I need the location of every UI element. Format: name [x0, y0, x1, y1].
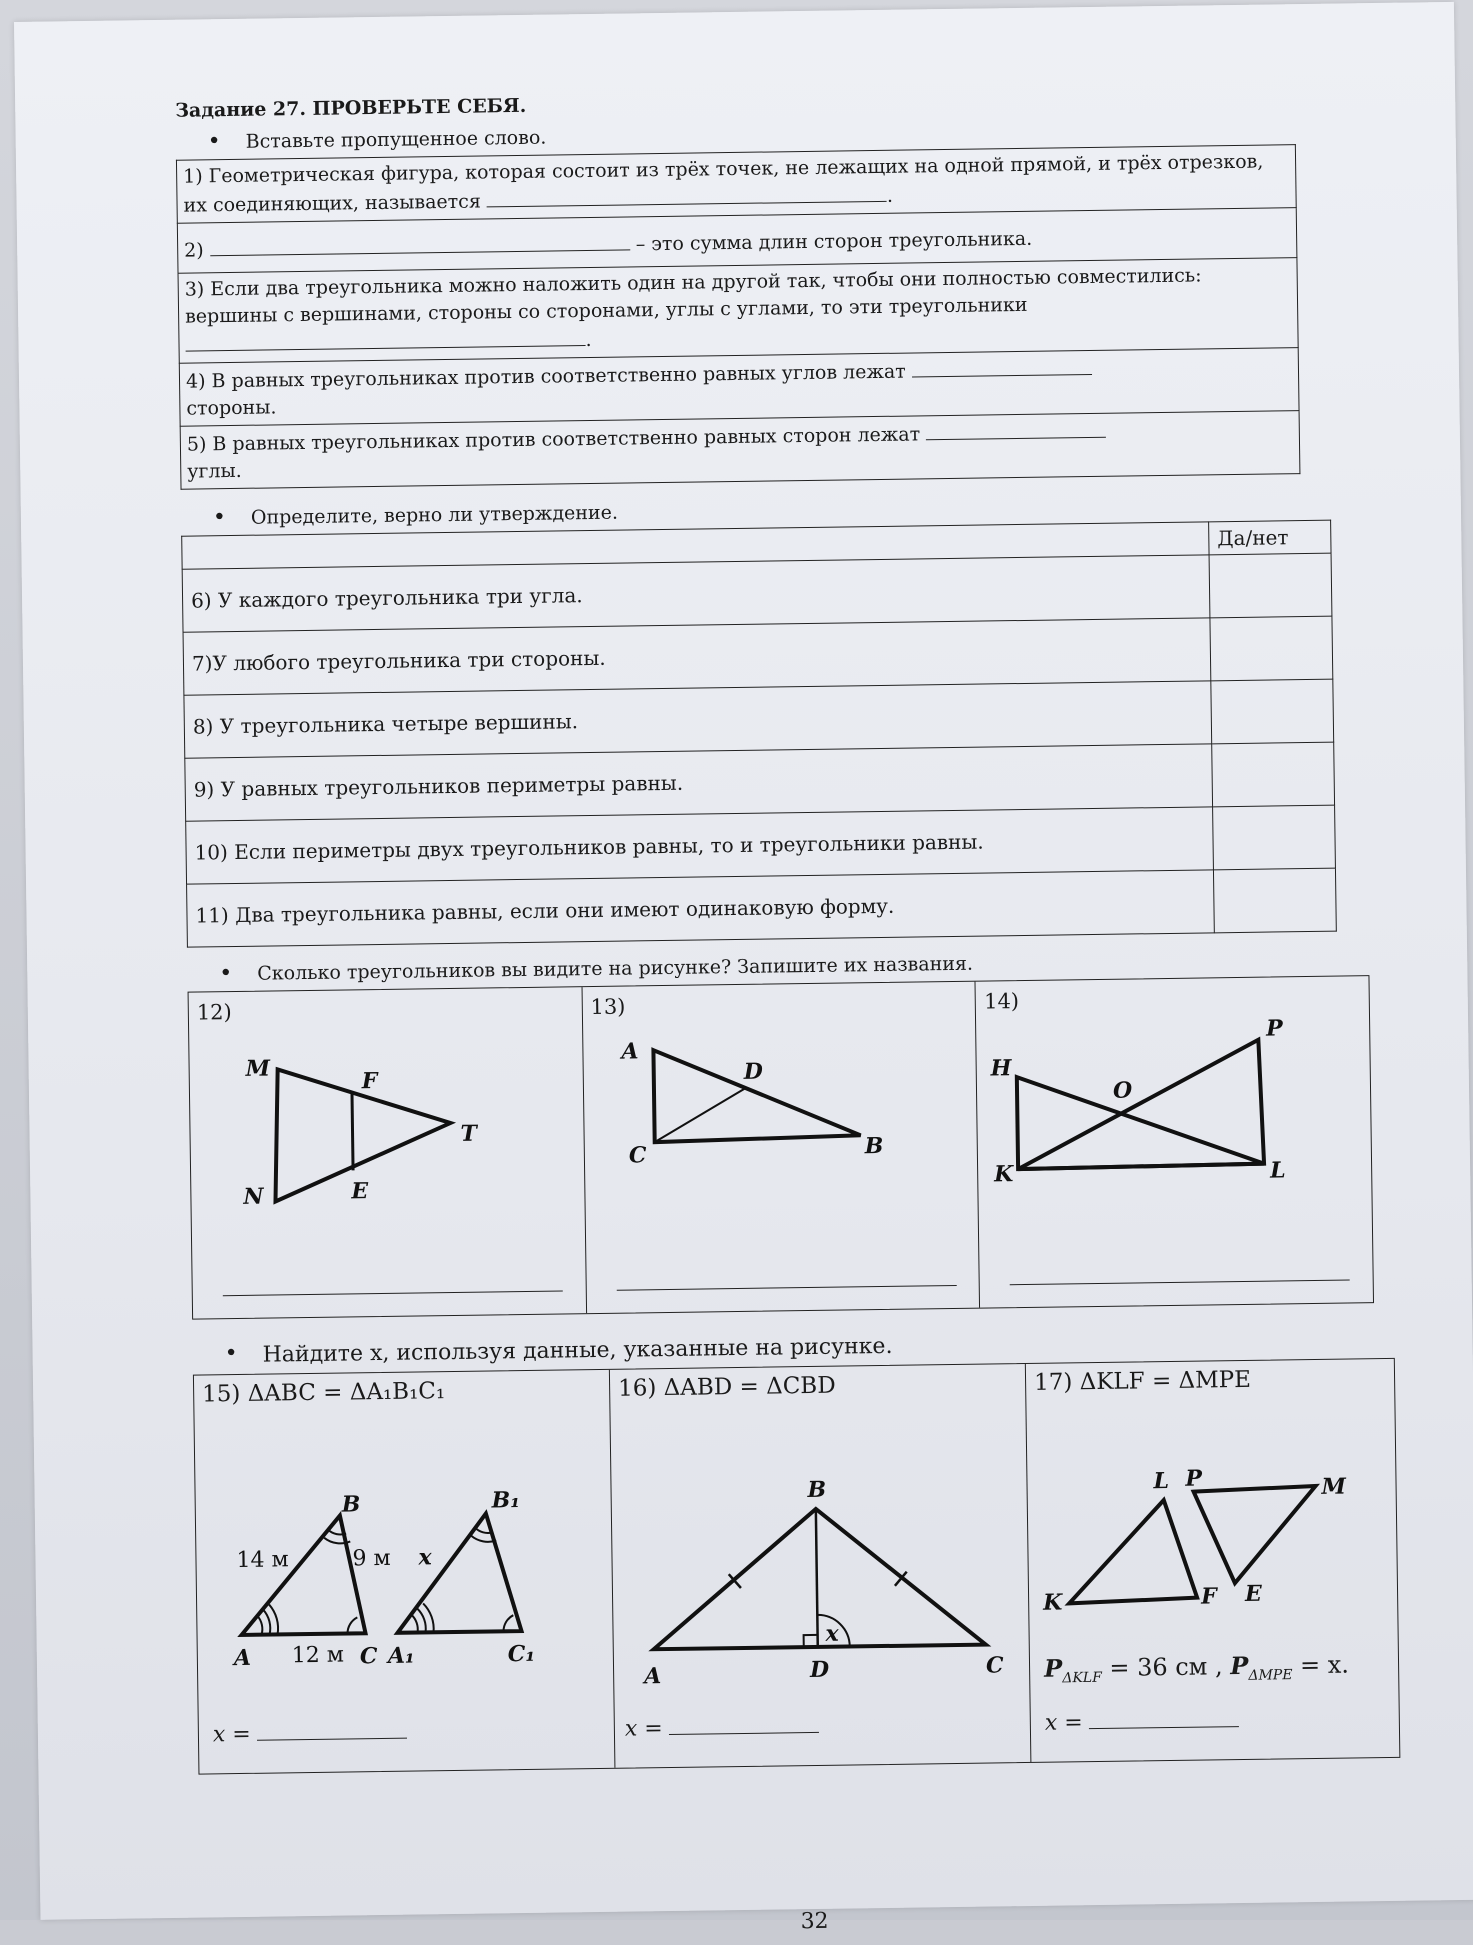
label-e: E: [351, 1178, 369, 1205]
angle-a-marks: [257, 1604, 278, 1634]
tf-row-11: 11) Два треугольника равны, если они имеют одинаковую форму.: [187, 868, 1337, 947]
fill-3-end: .: [585, 328, 592, 352]
problem-17: [1026, 1359, 1400, 1762]
label-d: D: [809, 1656, 830, 1684]
label-n: N: [243, 1183, 264, 1210]
label-b: B: [864, 1132, 884, 1160]
triangle-klf: [1068, 1500, 1197, 1604]
tf-row-10: 10) Если периметры двух треугольников равны, то и треугольники равны.: [186, 805, 1336, 884]
label-b1: B₁: [491, 1487, 521, 1514]
fill-3-text: 3) Если два треугольника можно наложить один на другой так, чтобы они полностью совместились: вершины с вершинами, стороны со сторонами, углы с углами, то эти треугольники: [184, 264, 1202, 328]
problem-14: [976, 976, 1373, 1307]
label-x: x: [825, 1620, 839, 1647]
problem-13: [582, 982, 980, 1313]
answer-16[interactable]: x =: [625, 1714, 819, 1742]
label-p: P: [1185, 1465, 1203, 1492]
fill-row-3: [178, 258, 1298, 364]
tf-answer-header: Да/нет: [1209, 520, 1331, 555]
task-heading: Задание 27. ПРОВЕРЬТЕ СЕБЯ.: [175, 94, 527, 122]
problem-14-number: 14): [983, 989, 1020, 1014]
label-c: C: [359, 1643, 378, 1670]
angle-c1-mark: [503, 1615, 513, 1631]
figure-13: [582, 982, 980, 1313]
problem-12-number: 12): [196, 1000, 232, 1025]
label-p: P: [1266, 1015, 1284, 1042]
figure-17: [1026, 1359, 1400, 1762]
label-ab-length: 14 м: [236, 1547, 289, 1574]
problem-15-title: 15) ΔABC = ΔA₁B₁C₁: [202, 1378, 446, 1408]
tf-answer-11[interactable]: [1213, 868, 1336, 933]
label-k: K: [994, 1161, 1014, 1188]
problem-15: [194, 1370, 616, 1774]
figure-12: [189, 987, 587, 1318]
problem-12: [189, 987, 587, 1318]
label-m: M: [245, 1055, 271, 1082]
triangle-hlk: [1017, 1074, 1264, 1169]
fill-1-text: 1) Геометрическая фигура, которая состоит из трёх точек, не лежащих на одной прямой, и трёх отрезков, их соединяющих, называется: [183, 150, 1264, 217]
section4-instruction: • Найдите x, используя данные, указанные на рисунке.: [262, 1327, 1362, 1367]
label-m: M: [1321, 1473, 1347, 1500]
true-false-table: [181, 520, 1337, 948]
tf-answer-8[interactable]: [1211, 679, 1334, 744]
tf-answer-6[interactable]: [1209, 553, 1332, 618]
angle-c-mark: [347, 1617, 357, 1633]
label-bc-length: 9 м: [352, 1545, 391, 1572]
tf-row-8: 8) У треугольника четыре вершины.: [184, 679, 1334, 758]
page-number: 32: [800, 1908, 829, 1935]
fill-1-end: .: [886, 184, 894, 207]
triangle-a1b1c1: [396, 1513, 522, 1633]
problem-17-title: 17) ΔKLF = ΔMPE: [1033, 1366, 1252, 1396]
tf-answer-7[interactable]: [1210, 616, 1333, 681]
perimeter-condition: $P_{\Delta KLF} = 36$ см , $P_{\Delta MPE} = x$.: [1043, 1650, 1350, 1687]
figure-14: [976, 976, 1374, 1307]
label-t: T: [460, 1120, 478, 1147]
label-h: H: [990, 1055, 1013, 1082]
answer-15[interactable]: x =: [213, 1720, 407, 1748]
label-x: x: [418, 1544, 432, 1571]
segment-fe: [352, 1092, 353, 1170]
fill-1-blank[interactable]: [487, 181, 887, 208]
label-d: D: [743, 1058, 763, 1085]
fill-blank-table: [176, 144, 1300, 490]
tf-answer-10[interactable]: [1213, 805, 1336, 870]
triangle-abc: [652, 1507, 986, 1650]
worksheet-page: [14, 2, 1473, 1935]
fill-3-blank[interactable]: [185, 325, 585, 352]
fill-5-text: 5) В равных треугольниках против соответственно равных сторон лежат: [186, 423, 921, 456]
label-e: E: [1244, 1580, 1263, 1607]
label-ac-length: 12 м: [291, 1642, 345, 1669]
label-l: L: [1270, 1157, 1287, 1184]
fill-4-end: стороны.: [186, 396, 277, 420]
tf-row-6: 6) У каждого треугольника три угла.: [182, 553, 1332, 632]
label-b: B: [807, 1476, 827, 1504]
label-a: A: [620, 1038, 639, 1065]
tf-answer-9[interactable]: [1212, 742, 1335, 807]
worksheet-content: [175, 83, 1368, 1774]
fill-4-text: 4) В равных треугольниках против соответственно равных углов лежат: [185, 360, 906, 393]
label-l: L: [1153, 1468, 1170, 1495]
fill-5-blank[interactable]: [926, 417, 1106, 441]
tf-row-9: 9) У равных треугольников периметры равны.: [185, 742, 1335, 821]
answer-17[interactable]: x =: [1045, 1708, 1239, 1736]
figure-16: [610, 1364, 1031, 1768]
altitude-bd: [816, 1509, 818, 1647]
tf-row-7: 7)У любого треугольника три стороны.: [183, 616, 1333, 695]
label-k: K: [1042, 1589, 1063, 1616]
section1-instruction: • Вставьте пропущенное слово.: [246, 115, 1346, 152]
problem-16: [610, 1364, 1032, 1768]
label-f: F: [1200, 1583, 1217, 1610]
triangle-pme: [1194, 1486, 1317, 1584]
label-o: O: [1113, 1077, 1133, 1104]
fill-2-blank[interactable]: [210, 229, 630, 256]
problem-13-number: 13): [590, 994, 626, 1020]
label-a: A: [643, 1663, 662, 1690]
triangle-count-grid: [188, 975, 1374, 1319]
fill-4-blank[interactable]: [912, 354, 1092, 378]
label-a: A: [233, 1644, 252, 1672]
section2-instruction: • Определите, верно ли утверждение.: [251, 491, 1351, 528]
segment-cd: [654, 1088, 747, 1142]
label-c: C: [628, 1142, 647, 1169]
section3-instruction: • Сколько треугольников вы видите на рисунке? Запишите их названия.: [257, 947, 1357, 984]
label-f: F: [361, 1068, 378, 1095]
label-b: B: [341, 1491, 361, 1518]
fill-5-end: углы.: [187, 459, 242, 483]
fill-2-end: – это сумма длин сторон треугольника.: [635, 227, 1033, 256]
fill-2-text: 2): [184, 239, 204, 262]
label-c: C: [985, 1652, 1004, 1679]
problem-16-title: 16) ΔABD = ΔCBD: [617, 1372, 836, 1402]
label-c1: C₁: [507, 1640, 536, 1668]
find-x-grid: [193, 1358, 1400, 1775]
label-a1: A₁: [387, 1642, 415, 1669]
figure-15: [194, 1370, 615, 1774]
